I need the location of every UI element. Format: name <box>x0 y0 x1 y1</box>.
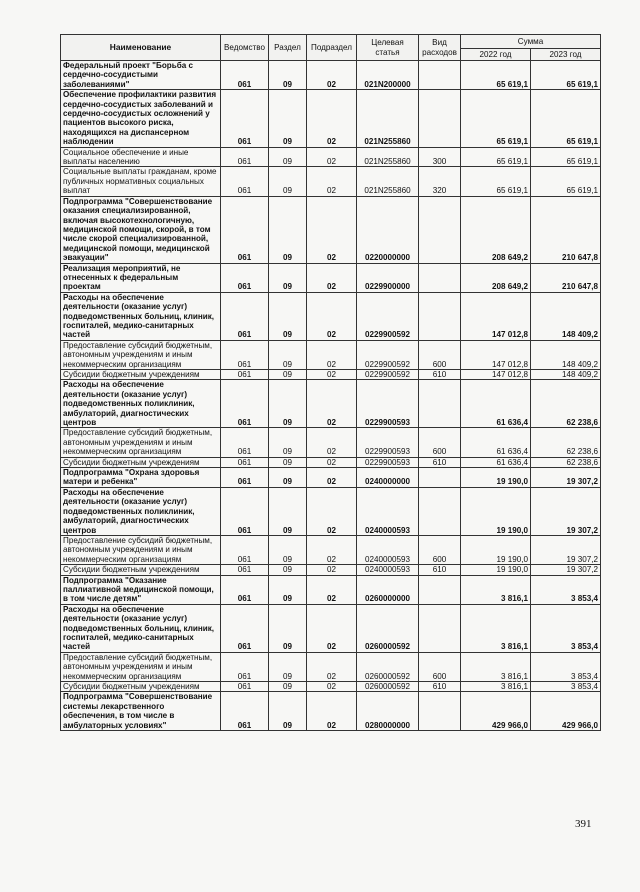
cell-razd: 09 <box>269 652 307 681</box>
cell-vr <box>419 604 461 652</box>
table-row <box>61 535 601 564</box>
cell-s23: 148 409,2 <box>531 370 601 380</box>
cell-s23: 19 307,2 <box>531 535 601 564</box>
cell-s22: 19 190,0 <box>461 487 531 535</box>
cell-vr: 600 <box>419 340 461 369</box>
header-target: Целевая статья <box>357 35 419 61</box>
cell-cs: 0229900592 <box>357 292 419 340</box>
cell-s22: 65 619,1 <box>461 61 531 90</box>
cell-podr: 02 <box>307 457 357 467</box>
cell-ved: 061 <box>221 380 269 428</box>
cell-vr: 300 <box>419 147 461 167</box>
cell-s22: 65 619,1 <box>461 167 531 196</box>
cell-vr <box>419 380 461 428</box>
cell-s23: 19 307,2 <box>531 487 601 535</box>
cell-name: Социальное обеспечение и иные выплаты населению <box>61 147 221 167</box>
cell-cs: 0240000000 <box>357 468 419 488</box>
cell-ved: 061 <box>221 692 269 731</box>
header-exp-type: Вид расходов <box>419 35 461 61</box>
cell-s22: 208 649,2 <box>461 263 531 292</box>
cell-s23: 65 619,1 <box>531 167 601 196</box>
cell-cs: 0260000000 <box>357 575 419 604</box>
cell-ved: 061 <box>221 457 269 467</box>
budget-table <box>60 34 601 731</box>
cell-podr: 02 <box>307 263 357 292</box>
cell-vr: 600 <box>419 535 461 564</box>
cell-cs: 0280000000 <box>357 692 419 731</box>
table-row <box>61 263 601 292</box>
cell-ved: 061 <box>221 575 269 604</box>
cell-cs: 021N200000 <box>357 61 419 90</box>
cell-ved: 061 <box>221 535 269 564</box>
cell-name: Субсидии бюджетным учреждениям <box>61 457 221 467</box>
cell-razd: 09 <box>269 487 307 535</box>
table-row <box>61 487 601 535</box>
header-sum: Сумма <box>461 35 601 49</box>
page-number: 391 <box>575 818 592 830</box>
cell-podr: 02 <box>307 167 357 196</box>
cell-s23: 210 647,8 <box>531 263 601 292</box>
table-row <box>61 90 601 147</box>
cell-cs: 0260000592 <box>357 682 419 692</box>
table-row <box>61 604 601 652</box>
cell-s23: 429 966,0 <box>531 692 601 731</box>
cell-vr <box>419 575 461 604</box>
cell-s23: 62 238,6 <box>531 380 601 428</box>
cell-s23: 3 853,4 <box>531 682 601 692</box>
cell-s22: 19 190,0 <box>461 468 531 488</box>
cell-podr: 02 <box>307 535 357 564</box>
cell-razd: 09 <box>269 428 307 457</box>
cell-s23: 3 853,4 <box>531 652 601 681</box>
cell-podr: 02 <box>307 682 357 692</box>
cell-s22: 3 816,1 <box>461 604 531 652</box>
cell-s23: 65 619,1 <box>531 61 601 90</box>
cell-s23: 65 619,1 <box>531 147 601 167</box>
cell-name: Предоставление субсидий бюджетным, автономным учреждениям и иным некоммерческим организациям <box>61 652 221 681</box>
cell-s22: 147 012,8 <box>461 292 531 340</box>
cell-cs: 0229900592 <box>357 370 419 380</box>
header-section: Раздел <box>269 35 307 61</box>
cell-vr: 610 <box>419 370 461 380</box>
table-row <box>61 292 601 340</box>
cell-razd: 09 <box>269 263 307 292</box>
cell-s23: 148 409,2 <box>531 340 601 369</box>
cell-s22: 19 190,0 <box>461 535 531 564</box>
cell-ved: 061 <box>221 90 269 147</box>
cell-s22: 429 966,0 <box>461 692 531 731</box>
cell-ved: 061 <box>221 565 269 575</box>
cell-vr <box>419 692 461 731</box>
header-2022: 2022 год <box>461 49 531 61</box>
table-row <box>61 652 601 681</box>
cell-cs: 0229900593 <box>357 457 419 467</box>
cell-cs: 0229900000 <box>357 263 419 292</box>
table-row <box>61 380 601 428</box>
cell-s22: 61 636,4 <box>461 380 531 428</box>
cell-name: Расходы на обеспечение деятельности (оказание услуг) подведомственных больниц, клиник, госпиталей, медико-санитарных частей <box>61 292 221 340</box>
cell-cs: 021N255860 <box>357 147 419 167</box>
cell-vr <box>419 196 461 263</box>
cell-razd: 09 <box>269 380 307 428</box>
cell-razd: 09 <box>269 692 307 731</box>
cell-podr: 02 <box>307 692 357 731</box>
table-row <box>61 340 601 369</box>
cell-razd: 09 <box>269 604 307 652</box>
table-row <box>61 457 601 467</box>
cell-name: Субсидии бюджетным учреждениям <box>61 370 221 380</box>
cell-cs: 0220000000 <box>357 196 419 263</box>
cell-razd: 09 <box>269 167 307 196</box>
cell-s22: 61 636,4 <box>461 428 531 457</box>
cell-vr: 600 <box>419 652 461 681</box>
cell-vr <box>419 292 461 340</box>
cell-name: Субсидии бюджетным учреждениям <box>61 565 221 575</box>
cell-podr: 02 <box>307 487 357 535</box>
cell-cs: 0240000593 <box>357 487 419 535</box>
cell-razd: 09 <box>269 565 307 575</box>
table-row <box>61 565 601 575</box>
header-name: Наименование <box>61 35 221 61</box>
header-subsection: Подраздел <box>307 35 357 61</box>
cell-name: Предоставление субсидий бюджетным, автономным учреждениям и иным некоммерческим организациям <box>61 535 221 564</box>
header-2023: 2023 год <box>531 49 601 61</box>
cell-ved: 061 <box>221 61 269 90</box>
cell-podr: 02 <box>307 565 357 575</box>
cell-razd: 09 <box>269 292 307 340</box>
table-row <box>61 147 601 167</box>
header-ministry: Ведомство <box>221 35 269 61</box>
cell-s23: 19 307,2 <box>531 565 601 575</box>
cell-cs: 0260000592 <box>357 652 419 681</box>
table-row <box>61 575 601 604</box>
cell-s23: 3 853,4 <box>531 575 601 604</box>
cell-ved: 061 <box>221 682 269 692</box>
cell-razd: 09 <box>269 61 307 90</box>
cell-vr: 320 <box>419 167 461 196</box>
cell-s23: 65 619,1 <box>531 90 601 147</box>
cell-podr: 02 <box>307 428 357 457</box>
cell-s22: 61 636,4 <box>461 457 531 467</box>
table-row <box>61 682 601 692</box>
cell-s22: 147 012,8 <box>461 370 531 380</box>
cell-name: Предоставление субсидий бюджетным, автономным учреждениям и иным некоммерческим организациям <box>61 428 221 457</box>
cell-vr: 610 <box>419 457 461 467</box>
cell-cs: 0260000592 <box>357 604 419 652</box>
cell-s22: 208 649,2 <box>461 196 531 263</box>
cell-name: Федеральный проект "Борьба с сердечно-сосудистыми заболеваниями" <box>61 61 221 90</box>
cell-s22: 3 816,1 <box>461 682 531 692</box>
cell-razd: 09 <box>269 147 307 167</box>
cell-s22: 65 619,1 <box>461 147 531 167</box>
cell-s22: 3 816,1 <box>461 575 531 604</box>
cell-razd: 09 <box>269 535 307 564</box>
cell-podr: 02 <box>307 380 357 428</box>
cell-vr: 600 <box>419 428 461 457</box>
table-row <box>61 370 601 380</box>
cell-vr <box>419 90 461 147</box>
cell-s23: 62 238,6 <box>531 428 601 457</box>
table-row <box>61 428 601 457</box>
cell-ved: 061 <box>221 340 269 369</box>
cell-ved: 061 <box>221 428 269 457</box>
cell-podr: 02 <box>307 604 357 652</box>
cell-razd: 09 <box>269 196 307 263</box>
cell-cs: 021N255860 <box>357 90 419 147</box>
cell-cs: 0240000593 <box>357 565 419 575</box>
cell-ved: 061 <box>221 167 269 196</box>
cell-vr <box>419 61 461 90</box>
cell-name: Субсидии бюджетным учреждениям <box>61 682 221 692</box>
cell-vr: 610 <box>419 682 461 692</box>
cell-ved: 061 <box>221 292 269 340</box>
cell-name: Подпрограмма "Охрана здоровья матери и ребенка" <box>61 468 221 488</box>
cell-s22: 65 619,1 <box>461 90 531 147</box>
cell-ved: 061 <box>221 196 269 263</box>
cell-name: Подпрограмма "Совершенствование оказания специализированной, включая высокотехнологичную, медицинской помощи, скорой, в том числе скорой специализированной, медицинской помощи, медицинской эвакуации" <box>61 196 221 263</box>
table-row <box>61 468 601 488</box>
cell-name: Подпрограмма "Совершенствование системы лекарственного обеспечения, в том числе в амбулаторных условиях" <box>61 692 221 731</box>
cell-cs: 0240000593 <box>357 535 419 564</box>
cell-s23: 148 409,2 <box>531 292 601 340</box>
cell-vr <box>419 487 461 535</box>
cell-razd: 09 <box>269 370 307 380</box>
cell-name: Подпрограмма "Оказание паллиативной медицинской помощи, в том числе детям" <box>61 575 221 604</box>
cell-s22: 147 012,8 <box>461 340 531 369</box>
cell-ved: 061 <box>221 147 269 167</box>
cell-name: Обеспечение профилактики развития сердечно-сосудистых заболеваний и сердечно-сосудистых осложнений у пациентов высокого риска, находящихся на диспансерном наблюдении <box>61 90 221 147</box>
cell-name: Расходы на обеспечение деятельности (оказание услуг) подведомственных больниц, клиник, госпиталей, медико-санитарных частей <box>61 604 221 652</box>
cell-ved: 061 <box>221 652 269 681</box>
cell-name: Реализация мероприятий, не отнесенных к федеральным проектам <box>61 263 221 292</box>
table-row <box>61 692 601 731</box>
cell-podr: 02 <box>307 575 357 604</box>
table-row <box>61 61 601 90</box>
cell-vr: 610 <box>419 565 461 575</box>
cell-podr: 02 <box>307 61 357 90</box>
table-row <box>61 196 601 263</box>
cell-podr: 02 <box>307 468 357 488</box>
cell-razd: 09 <box>269 468 307 488</box>
cell-podr: 02 <box>307 90 357 147</box>
cell-podr: 02 <box>307 147 357 167</box>
cell-vr <box>419 468 461 488</box>
cell-cs: 0229900593 <box>357 380 419 428</box>
cell-ved: 061 <box>221 370 269 380</box>
cell-podr: 02 <box>307 196 357 263</box>
cell-s23: 210 647,8 <box>531 196 601 263</box>
cell-ved: 061 <box>221 263 269 292</box>
cell-name: Расходы на обеспечение деятельности (оказание услуг) подведомственных поликлиник, амбулаторий, диагностических центров <box>61 380 221 428</box>
table-body <box>61 61 601 731</box>
cell-s23: 62 238,6 <box>531 457 601 467</box>
cell-cs: 0229900592 <box>357 340 419 369</box>
cell-name: Предоставление субсидий бюджетным, автономным учреждениям и иным некоммерческим организациям <box>61 340 221 369</box>
cell-razd: 09 <box>269 90 307 147</box>
cell-s22: 19 190,0 <box>461 565 531 575</box>
cell-cs: 0229900593 <box>357 428 419 457</box>
cell-razd: 09 <box>269 682 307 692</box>
cell-s23: 3 853,4 <box>531 604 601 652</box>
cell-podr: 02 <box>307 340 357 369</box>
cell-ved: 061 <box>221 604 269 652</box>
cell-s22: 3 816,1 <box>461 652 531 681</box>
cell-ved: 061 <box>221 487 269 535</box>
cell-name: Расходы на обеспечение деятельности (оказание услуг) подведомственных поликлиник, амбулаторий, диагностических центров <box>61 487 221 535</box>
cell-ved: 061 <box>221 468 269 488</box>
cell-podr: 02 <box>307 370 357 380</box>
cell-vr <box>419 263 461 292</box>
cell-name: Социальные выплаты гражданам, кроме публичных нормативных социальных выплат <box>61 167 221 196</box>
cell-podr: 02 <box>307 652 357 681</box>
table-row <box>61 167 601 196</box>
cell-razd: 09 <box>269 575 307 604</box>
cell-razd: 09 <box>269 457 307 467</box>
cell-cs: 021N255860 <box>357 167 419 196</box>
cell-podr: 02 <box>307 292 357 340</box>
cell-s23: 19 307,2 <box>531 468 601 488</box>
cell-razd: 09 <box>269 340 307 369</box>
